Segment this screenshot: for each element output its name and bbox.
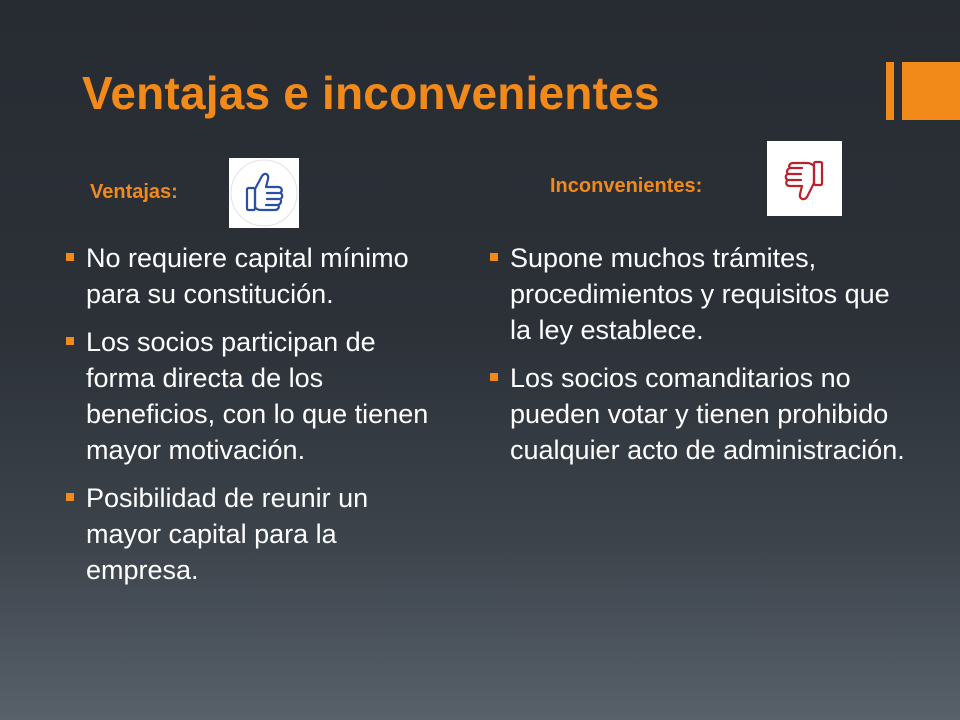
ventajas-list xyxy=(62,240,442,600)
bullet-square-icon xyxy=(66,493,74,501)
bullet-square-icon xyxy=(490,253,498,261)
slide-title: Ventajas e inconvenientes xyxy=(82,67,660,119)
thumbs-down-icon xyxy=(767,141,842,216)
list-item: Supone muchos trámites, procedimientos y requisitos que la ley establece. xyxy=(486,240,906,348)
inconvenientes-list xyxy=(486,240,906,480)
title-accent-bar xyxy=(886,62,894,120)
ventajas-heading: Ventajas: xyxy=(90,181,178,203)
list-item: Posibilidad de reunir un mayor capital para la empresa. xyxy=(62,480,442,588)
inconvenientes-heading: Inconvenientes: xyxy=(550,175,703,197)
thumbs-up-icon xyxy=(229,158,299,228)
title-accent-block xyxy=(902,62,960,120)
bullet-square-icon xyxy=(490,373,498,381)
bullet-square-icon xyxy=(66,337,74,345)
list-item: No requiere capital mínimo para su constitución. xyxy=(62,240,442,312)
bullet-square-icon xyxy=(66,253,74,261)
list-item: Los socios comanditarios no pueden votar y tienen prohibido cualquier acto de administración. xyxy=(486,360,906,468)
list-item: Los socios participan de forma directa de los beneficios, con lo que tienen mayor motivación. xyxy=(62,324,442,468)
